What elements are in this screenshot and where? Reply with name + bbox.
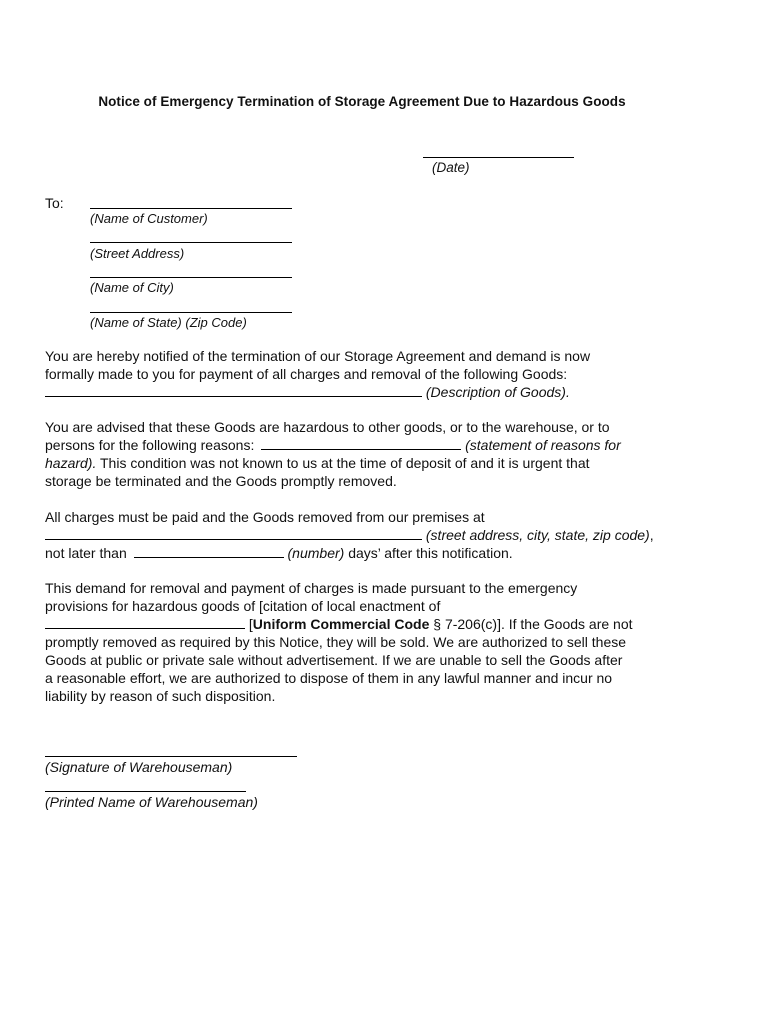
- p2-line3-text: This condition was not known to us at the time of deposit of and it is urgent that: [96, 455, 590, 471]
- paragraph-termination: [45, 347, 685, 401]
- premises-address-caption: (street address, city, state, zip code): [425, 527, 650, 543]
- signature-line[interactable]: [45, 756, 297, 757]
- hazard-caption: hazard).: [45, 455, 97, 471]
- city-line[interactable]: [90, 277, 292, 278]
- description-of-goods-blank[interactable]: [45, 384, 422, 397]
- printed-name-caption: (Printed Name of Warehouseman): [45, 794, 258, 810]
- street-address-line[interactable]: [90, 242, 292, 243]
- document-title: Notice of Emergency Termination of Storage Agreement Due to Hazardous Goods: [98, 94, 626, 109]
- description-of-goods-caption: (Description of Goods).: [425, 384, 570, 400]
- p4-line7: liability by reason of such disposition.: [45, 688, 276, 704]
- paragraph-charges: [45, 508, 685, 562]
- state-zip-line[interactable]: [90, 312, 292, 313]
- date-line[interactable]: [423, 157, 574, 158]
- ucc-section: § 7-206(c): [429, 616, 498, 632]
- p2-line4: storage be terminated and the Goods promptly removed.: [45, 473, 397, 489]
- date-caption: (Date): [432, 160, 470, 175]
- number-of-days-blank[interactable]: [134, 545, 284, 558]
- city-caption: (Name of City): [90, 280, 174, 295]
- p4-line5: Goods at public or private sale without advertisement. If we are unable to sell the Goods after: [45, 652, 623, 668]
- reasons-for-hazard-blank[interactable]: [261, 437, 461, 450]
- bracket-open: [: [245, 616, 253, 632]
- p4-line3-text: ]. If the Goods are not: [497, 616, 633, 632]
- p4-line2: provisions for hazardous goods of [citation of local enactment of: [45, 598, 441, 614]
- p3-line1: All charges must be paid and the Goods removed from our premises at: [45, 509, 485, 525]
- street-address-caption: (Street Address): [90, 246, 185, 261]
- to-label: To:: [45, 195, 64, 211]
- printed-name-line[interactable]: [45, 791, 246, 792]
- state-zip-caption: (Name of State) (Zip Code): [90, 315, 247, 330]
- p3-line3-post: days’ after this notification.: [344, 545, 513, 561]
- citation-blank[interactable]: [45, 616, 245, 629]
- premises-comma: ,: [649, 527, 654, 543]
- p1-line2: formally made to you for payment of all charges and removal of the following Goods:: [45, 366, 568, 382]
- p1-line1: You are hereby notified of the termination of our Storage Agreement and demand is now: [45, 348, 591, 364]
- p2-line2-text: persons for the following reasons:: [45, 437, 255, 453]
- paragraph-legal-basis: [45, 579, 685, 705]
- p3-line3-text: not later than: [45, 545, 127, 561]
- ucc-code: Uniform Commercial Code: [252, 616, 430, 632]
- customer-name-caption: (Name of Customer): [90, 211, 208, 226]
- customer-name-line[interactable]: [90, 208, 292, 209]
- p4-line4: promptly removed as required by this Notice, they will be sold. We are authorized to sell these: [45, 634, 627, 650]
- p4-line1: This demand for removal and payment of charges is made pursuant to the emergency: [45, 580, 578, 596]
- p4-line6: a reasonable effort, we are authorized to dispose of them in any lawful manner and incur no: [45, 670, 613, 686]
- reasons-caption: (statement of reasons for: [465, 437, 621, 453]
- p2-line1: You are advised that these Goods are hazardous to other goods, or to the warehouse, or to: [45, 419, 610, 435]
- signature-caption: (Signature of Warehouseman): [45, 759, 233, 775]
- number-caption: (number): [287, 545, 345, 561]
- paragraph-hazard: [45, 418, 685, 490]
- premises-address-blank[interactable]: [45, 527, 422, 540]
